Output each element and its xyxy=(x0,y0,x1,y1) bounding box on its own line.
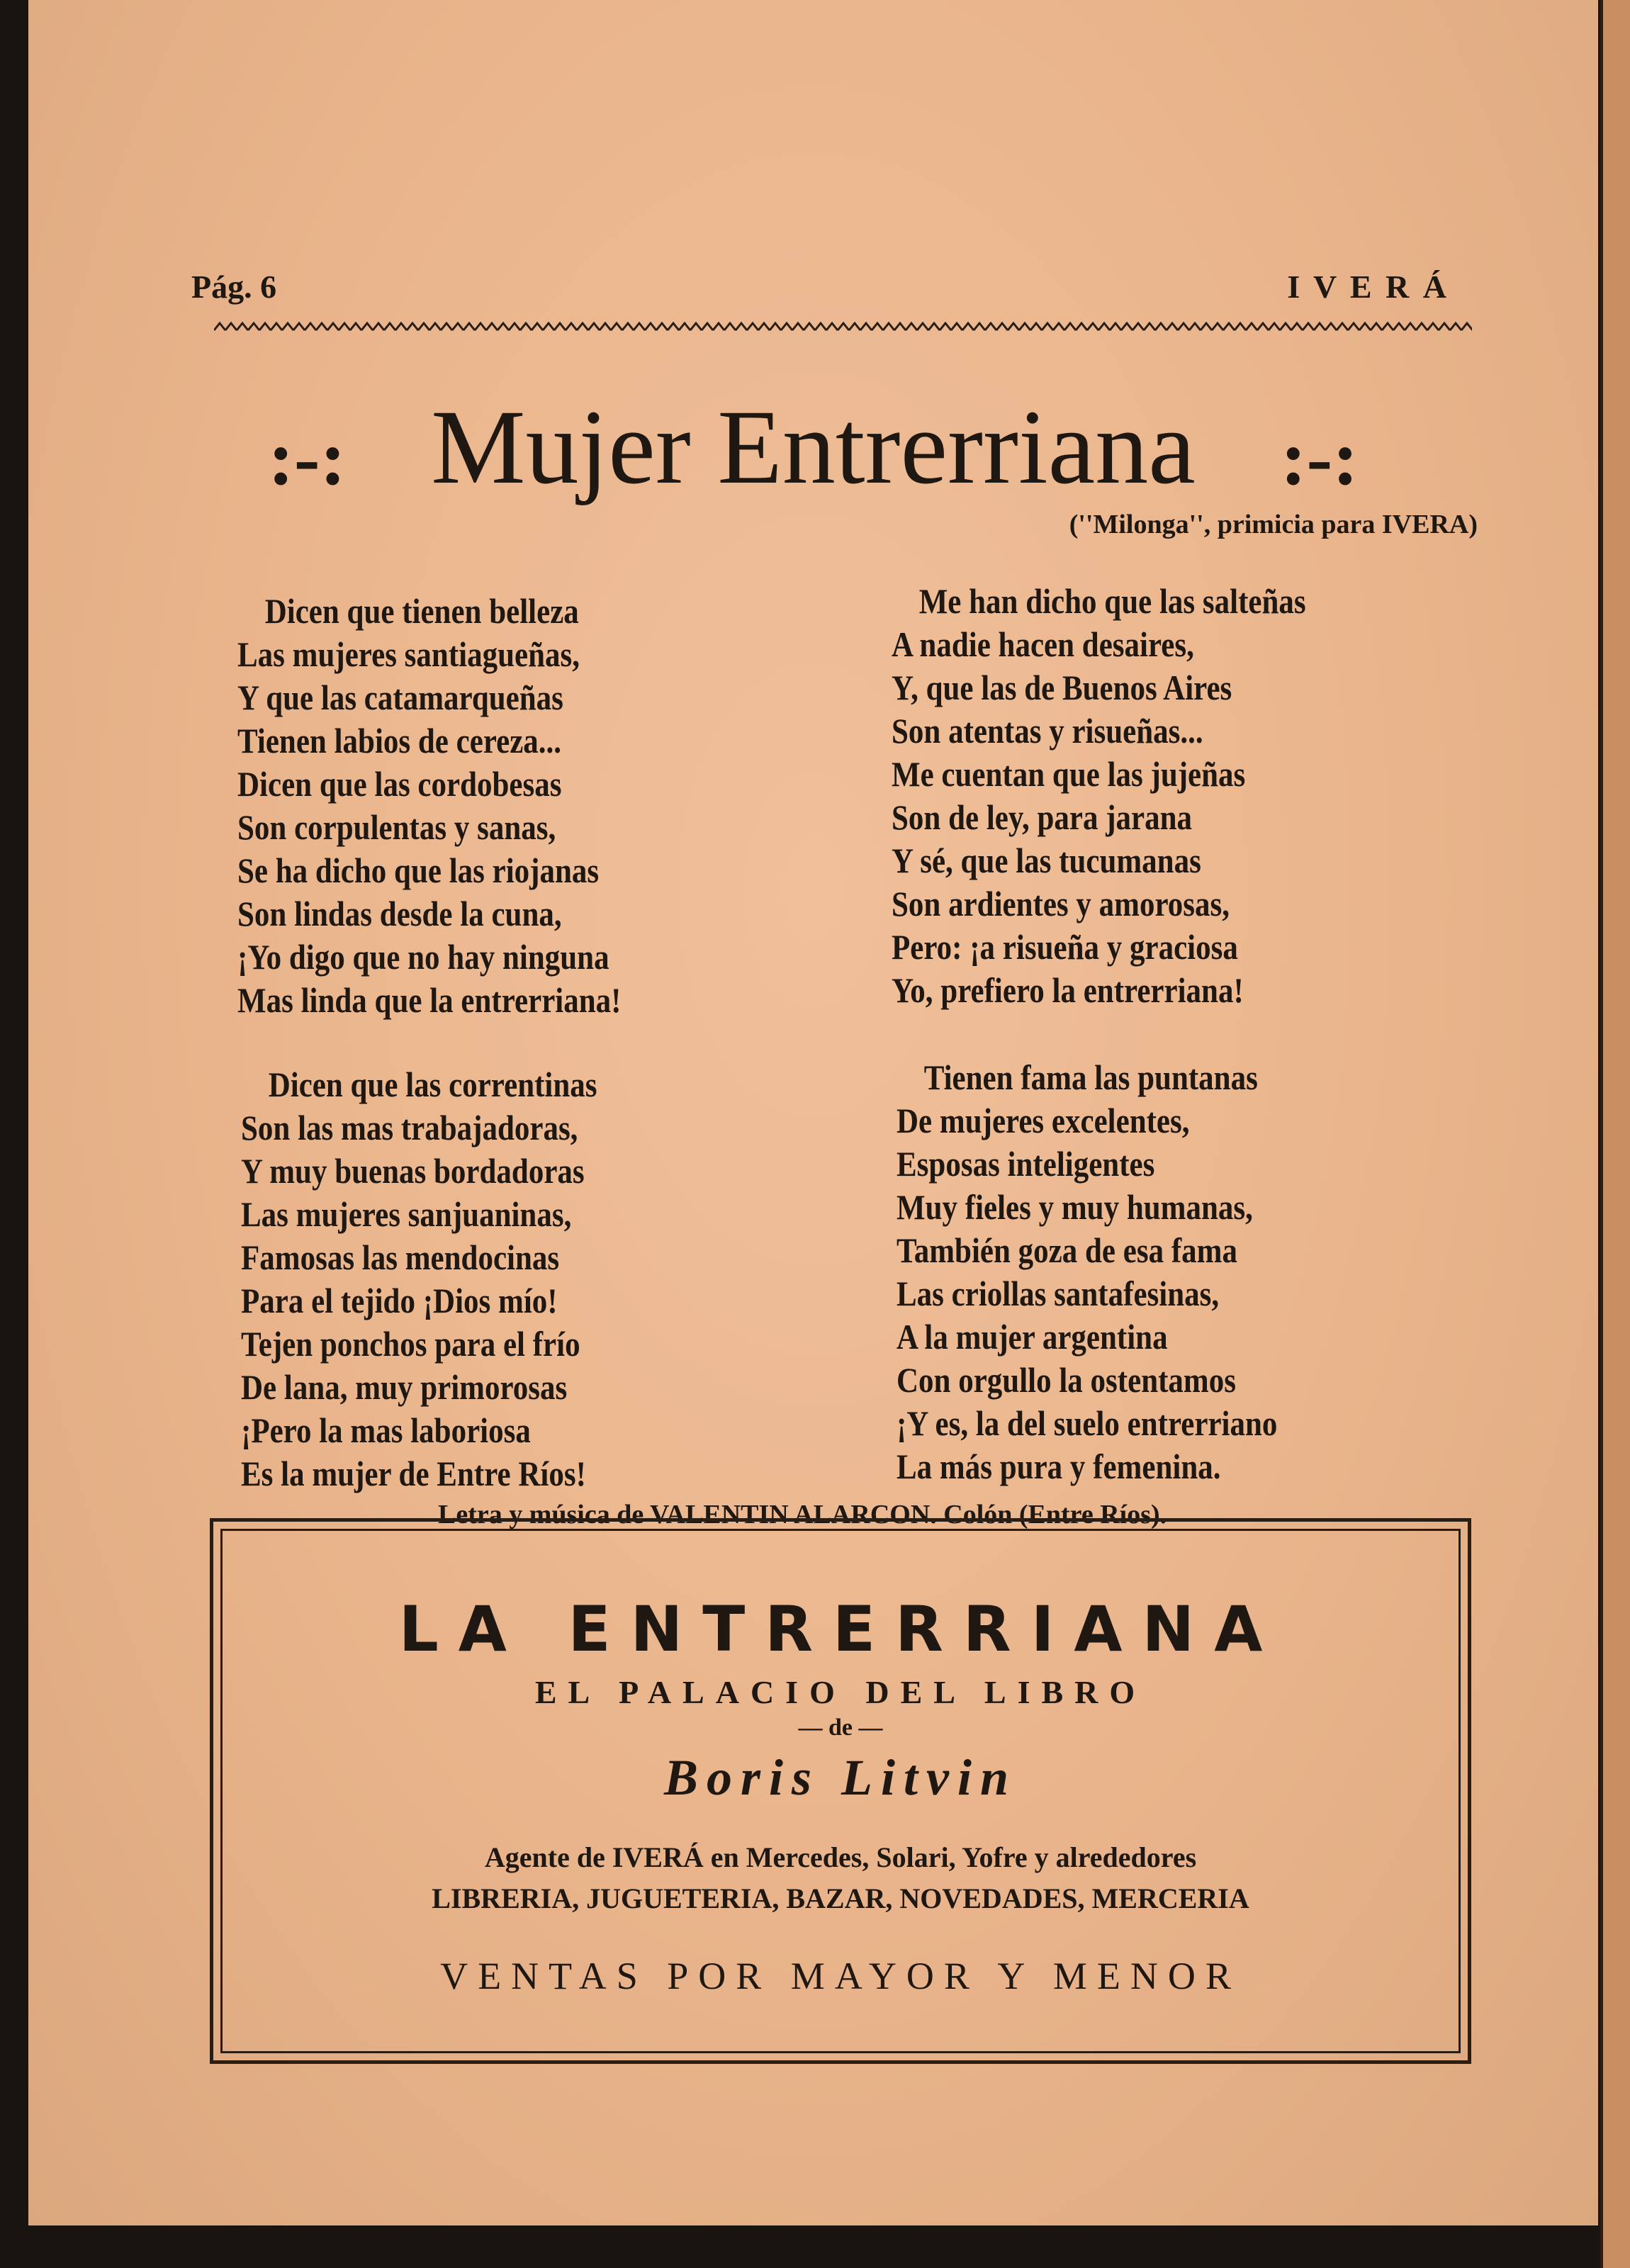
ornament-right: :-: xyxy=(1280,415,1359,502)
verse-line: A nadie hacen desaires, xyxy=(892,624,1194,664)
verse-line: Para el tejido ¡Dios mío! xyxy=(241,1281,558,1320)
verse-line: Esposas inteligentes xyxy=(896,1144,1155,1184)
verse-line: Mas linda que la entrerriana! xyxy=(237,980,622,1020)
verse-line: Son lindas desde la cuna, xyxy=(237,894,562,933)
verse-line: Y que las catamarqueñas xyxy=(237,678,563,717)
publication-name: I V E R Á xyxy=(1287,269,1449,305)
verse-line: ¡Yo digo que no hay ninguna xyxy=(237,937,609,977)
facing-page-edge xyxy=(1600,0,1630,2268)
verse-line: Se ha dicho que las riojanas xyxy=(237,850,600,890)
page-number: Pág. 6 xyxy=(191,269,277,305)
poem-title xyxy=(28,386,1598,508)
verse-line: Muy fieles y muy humanas, xyxy=(896,1187,1253,1227)
verse-line: ¡Pero la mas laboriosa xyxy=(241,1410,531,1450)
verse-line: ¡Y es, la del suelo entrerriano xyxy=(896,1403,1278,1443)
stanza-left-2 xyxy=(241,1063,655,1495)
stanza-left-1 xyxy=(237,590,684,1022)
verse-line: Las mujeres sanjuaninas, xyxy=(241,1194,572,1234)
zigzag-rule xyxy=(214,319,1472,335)
verse-line: Con orgullo la ostentamos xyxy=(896,1360,1236,1400)
verse-line: De mujeres excelentes, xyxy=(896,1101,1190,1140)
verse-line: Tienen fama las puntanas xyxy=(923,1057,1258,1097)
verse-line: A la mujer argentina xyxy=(896,1317,1168,1357)
verse-line: Son las mas trabajadoras, xyxy=(241,1108,578,1147)
verse-line: Me cuentan que las jujeñas xyxy=(892,754,1246,794)
ornament-left: :-: xyxy=(268,415,347,502)
verse-line: Dicen que las cordobesas xyxy=(237,764,562,804)
stanza-right-1 xyxy=(892,580,1373,1012)
ad-categories: LIBRERIA, JUGUETERIA, BAZAR, NOVEDADES, MERCERIA xyxy=(432,1882,1249,1914)
verse-line: Tejen ponchos para el frío xyxy=(241,1324,580,1364)
verse-line: Tienen labios de cereza... xyxy=(237,721,562,760)
ad-de: — de — xyxy=(798,1714,883,1741)
credit-line: Letra y música de VALENTIN ALARCON. Colón (Entre Ríos). xyxy=(438,1500,1167,1529)
verse-line: Son atentas y risueñas... xyxy=(892,711,1203,751)
verse-line: Yo, prefiero la entrerriana! xyxy=(892,970,1244,1010)
verse-line: Y, que las de Buenos Aires xyxy=(892,668,1232,707)
verse-line: También goza de esa fama xyxy=(896,1230,1237,1270)
ad-store-name: LA ENTRERRIANA xyxy=(398,1593,1283,1666)
verse-line: Y muy buenas bordadoras xyxy=(241,1151,585,1191)
verse-line: Las mujeres santiagueñas, xyxy=(237,634,580,674)
verse-line: De lana, muy primorosas xyxy=(241,1367,568,1407)
ad-owner: Boris Litvin xyxy=(663,1749,1018,1806)
verse-line: Es la mujer de Entre Ríos! xyxy=(241,1454,586,1493)
verse-line: Son de ley, para jarana xyxy=(892,797,1193,837)
verse-line: Son ardientes y amorosas, xyxy=(892,884,1230,924)
subtitle: (''Milonga'', primicia para IVERA) xyxy=(1069,510,1478,539)
verse-line: Las criollas santafesinas, xyxy=(896,1274,1220,1313)
ad-tagline: EL PALACIO DEL LIBRO xyxy=(534,1674,1147,1710)
verse-line: Famosas las mendocinas xyxy=(241,1237,560,1277)
ad-agent: Agente de IVERÁ en Mercedes, Solari, Yofre y alrededores xyxy=(484,1841,1197,1873)
verse-line: Me han dicho que las salteñas xyxy=(918,581,1306,621)
verse-line: Dicen que las correntinas xyxy=(268,1065,597,1104)
ad-sales: VENTAS POR MAYOR Y MENOR xyxy=(440,1955,1241,1997)
verse-line: La más pura y femenina. xyxy=(896,1447,1221,1486)
verse-line: Son corpulentas y sanas, xyxy=(237,807,556,847)
verse-line: Pero: ¡a risueña y graciosa xyxy=(892,927,1238,967)
bookstore-advertisement xyxy=(210,1518,1471,2064)
stanza-right-2 xyxy=(896,1056,1339,1488)
verse-line: Y sé, que las tucumanas xyxy=(892,841,1201,880)
verse-line: Dicen que tienen belleza xyxy=(264,591,579,631)
title-text: Mujer Entrerriana xyxy=(431,388,1196,506)
